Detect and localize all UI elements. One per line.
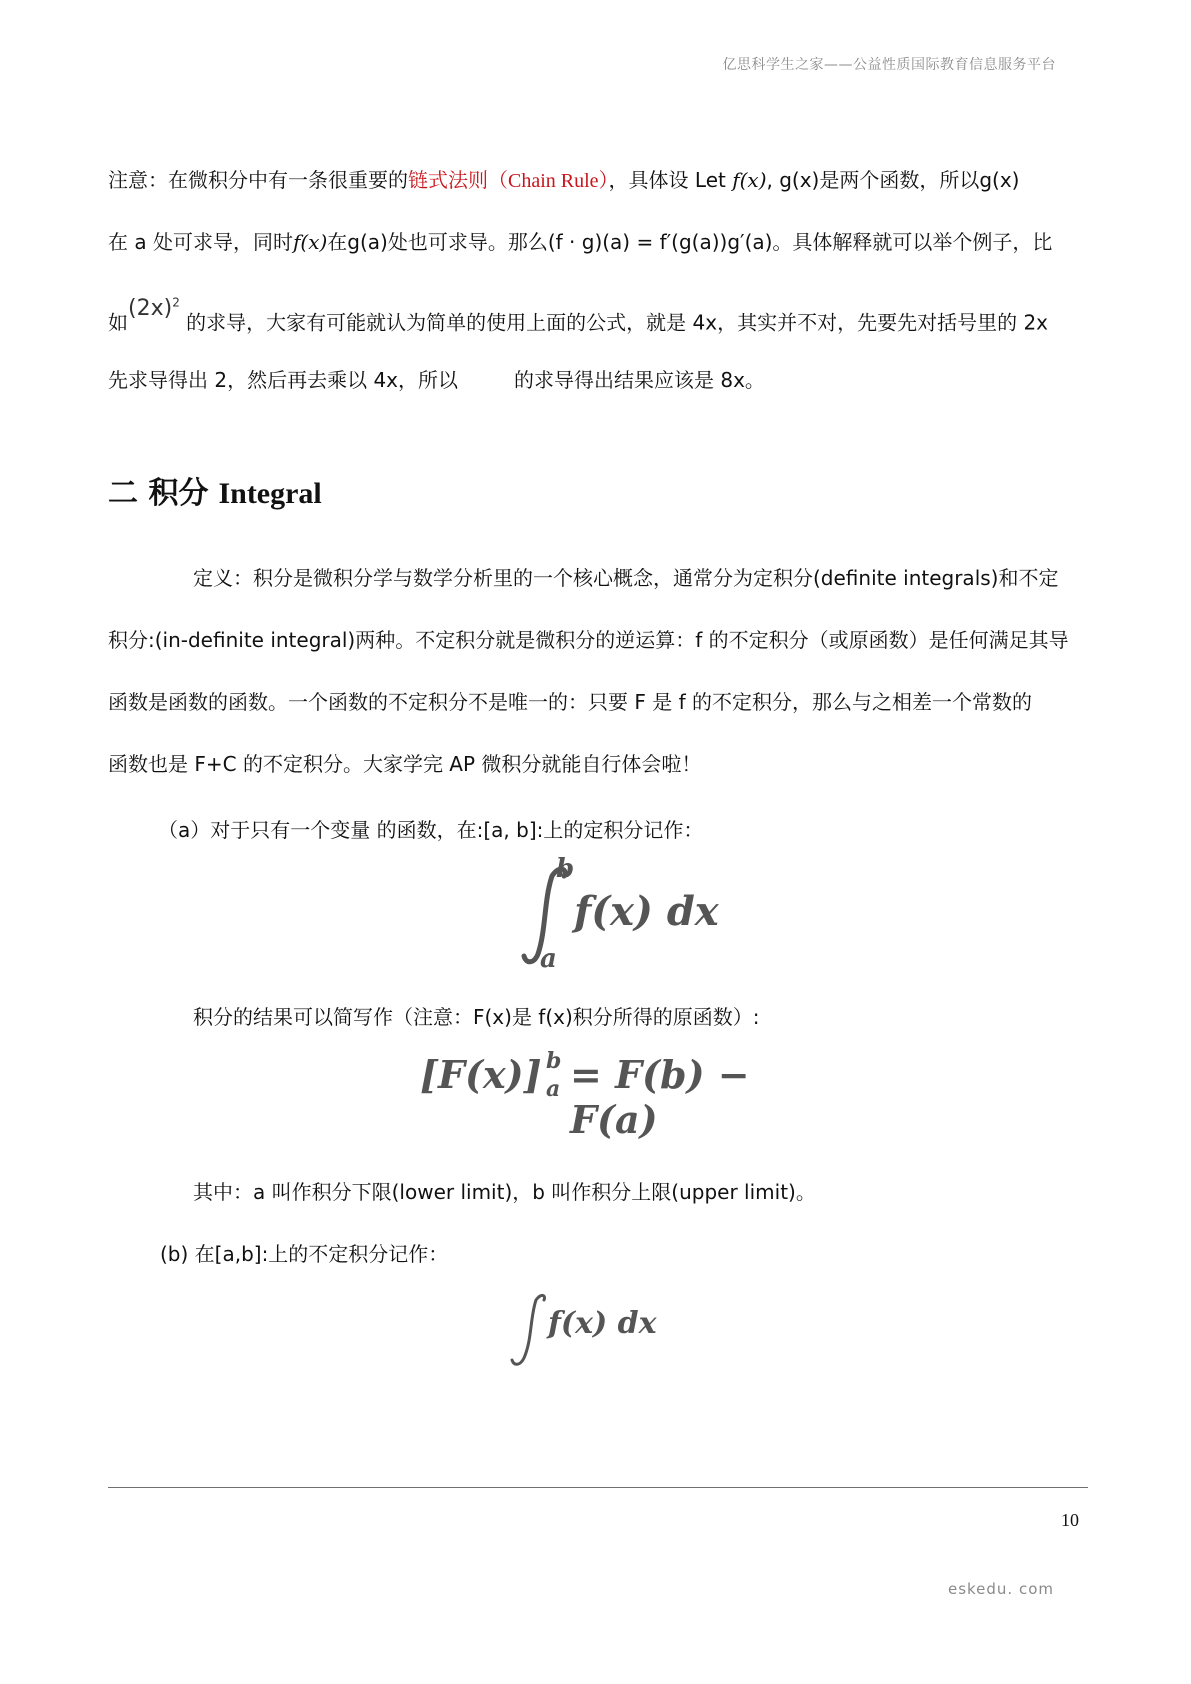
upper-limit: b [556,854,575,884]
definition-line-4: 函数也是 F+C 的不定积分。大家学完 AP 微积分就能自行体会啦！ [108,752,702,776]
formula2-sup: b [546,1048,562,1074]
chain-line-4: 先求导得出 2，然后再去乘以 4x，所以 的求导得出结果应该是 8x。 [108,368,765,392]
definite-integral-formula [520,854,740,974]
section-title: 二 积分 Integral [108,476,322,511]
definition-line-1: 定义：积分是微积分学与数学分析里的一个核心概念，通常分为定积分(definite integrals)和不定 [193,566,1059,590]
integral-sign-icon [510,1290,550,1370]
item-a: （a）对于只有一个变量 的函数，在:[a, b]:上的定积分记作： [158,818,704,842]
chain-line-2: 在 a 处可求导，同时f(x)在g(a)处也可求导。那么(f · g)(a) = f′(g(a))g′(a)。具体解释就可以举个例子，比 [108,230,1053,254]
definition-line-3: 函数是函数的函数。一个函数的不定积分不是唯一的：只要 F 是 f 的不定积分，那么与之相差一个常数的 [108,690,1032,714]
integrand-indefinite: f(x) dx [548,1306,657,1341]
integrand: f(x) dx [574,888,719,935]
header-site: 亿思科学生之家——公益性质国际教育信息服务平台 [722,57,1056,73]
item-b: (b) 在[a,b]:上的不定积分记作： [160,1242,449,1266]
limits-note: 其中：a 叫作积分下限(lower limit)，b 叫作积分上限(upper limit)。 [193,1180,816,1204]
chain-line-3: 如$(2x)^2$ 的求导，大家有可能就认为简单的使用上面的公式，就是 4x，其实并不对，先要先对括号里的 2x [108,296,1049,335]
lower-limit: a [540,944,557,974]
chain-rule-highlight: 链式法则（Chain Rule） [408,170,609,192]
F-bracket: [F(x)] [420,1052,542,1097]
footer-site: eskedu. com [947,1580,1054,1598]
result-note: 积分的结果可以简写作（注意：F(x)是 f(x)积分所得的原函数）: [193,1005,760,1029]
page-number: 10 [1061,1510,1079,1530]
definition-line-2: 积分:(in-definite integral)两种。不定积分就是微积分的逆运算：f 的不定积分（或原函数）是任何满足其导 [108,628,1069,652]
formula2-sub: a [546,1076,561,1102]
expression-2x: $(2x)^2$ [128,296,180,322]
formula2-right: = F(b) − F(a) [570,1052,750,1142]
evaluation-formula [420,1048,840,1142]
footer-divider [108,1487,1088,1488]
chain-line-1: 注意：在微积分中有一条很重要的链式法则（Chain Rule），具体设 Let f(x), g(x)是两个函数，所以g(x) [108,168,1020,192]
indefinite-integral-formula [510,1290,710,1370]
